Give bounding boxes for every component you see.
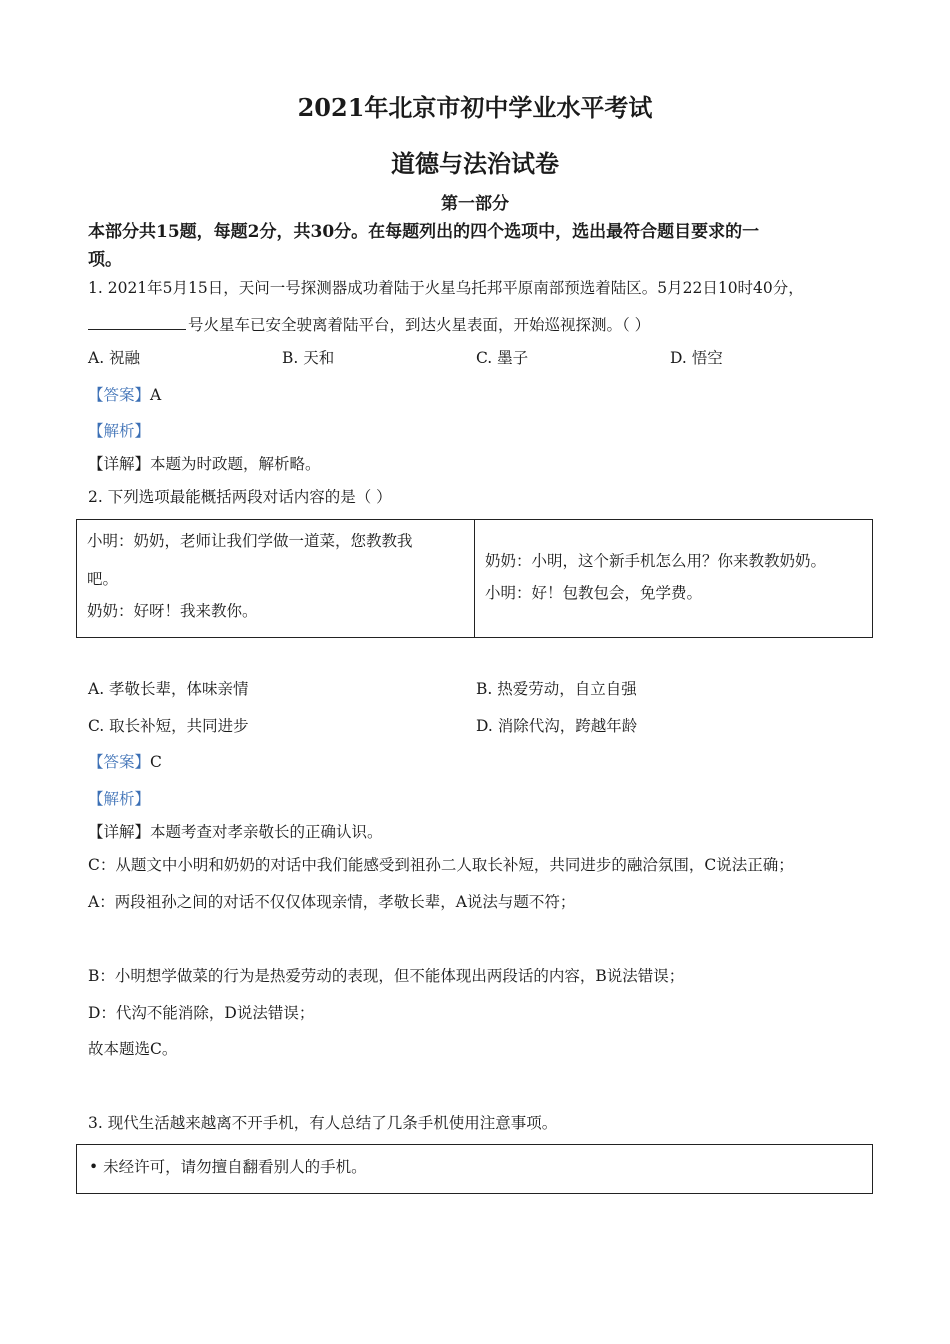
q2-option-c: C. 取长补短，共同进步 — [88, 717, 249, 735]
instruction-line-2: 项。 — [88, 250, 122, 270]
q2-stem: 2. 下列选项最能概括两段对话内容的是（ ） — [88, 488, 392, 506]
exam-subtitle: 道德与法治试卷 — [391, 149, 559, 178]
q1-stem-text: 号火星车已安全驶离着陆平台，到达火星表面，开始巡视探测。（ ） — [188, 316, 651, 334]
q1-detail: 【详解】本题为时政题，解析略。 — [88, 455, 321, 473]
q2-analysis-line-a: A：两段祖孙之间的对话不仅仅体现亲情，孝敬长辈，A说法与题不符； — [88, 893, 576, 911]
q2-option-d: D. 消除代沟，跨越年龄 — [476, 717, 638, 735]
q2-answer-tag: 【答案】 — [88, 753, 151, 771]
q2-analysis-line-c: C：从题文中小明和奶奶的对话中我们能感受到祖孙二人取长补短，共同进步的融洽氛围，C说法正确； — [88, 856, 794, 874]
q1-stem-line-2 — [88, 313, 650, 335]
q2-option-a: A. 孝敬长辈，体味亲情 — [88, 680, 249, 698]
q2-detail: 【详解】本题考查对孝亲敬长的正确认识。 — [88, 823, 383, 841]
part-heading: 第一部分 — [441, 194, 509, 214]
q1-answer — [88, 383, 161, 405]
q2-left-line-1: 小明：奶奶，老师让我们学做一道菜，您教教我 — [87, 532, 413, 550]
q3-notice-line: • 未经许可，请勿擅自翻看别人的手机。 — [89, 1158, 367, 1176]
q2-dialogue-table — [76, 519, 873, 638]
q2-left-line-2: 吧。 — [87, 570, 119, 588]
q3-notice-box — [76, 1144, 873, 1194]
q3-stem: 3. 现代生活越来越离不开手机，有人总结了几条手机使用注意事项。 — [88, 1114, 558, 1132]
q1-analysis-tag: 【解析】 — [88, 422, 151, 440]
q2-option-b: B. 热爱劳动，自立自强 — [476, 680, 637, 698]
q1-option-a: A. 祝融 — [88, 349, 141, 367]
q2-table-divider — [474, 520, 475, 637]
q2-conclusion: 故本题选C。 — [88, 1040, 178, 1058]
q2-answer — [88, 750, 162, 772]
q1-option-c: C. 墨子 — [476, 349, 529, 367]
q2-answer-value: C — [150, 753, 162, 771]
instruction-line-1: 本部分共15题，每题2分，共30分。在每题列出的四个选项中，选出最符合题目要求的一 — [88, 222, 760, 242]
q2-analysis-line-d: D：代沟不能消除，D说法错误； — [88, 1004, 315, 1022]
q1-option-b: B. 天和 — [282, 349, 335, 367]
q1-option-d: D. 悟空 — [670, 349, 723, 367]
q2-right-line-1: 奶奶：小明，这个新手机怎么用？你来教教奶奶。 — [485, 552, 827, 570]
q2-left-line-3: 奶奶：好呀！我来教你。 — [87, 602, 258, 620]
q2-analysis-line-b: B：小明想学做菜的行为是热爱劳动的表现，但不能体现出两段话的内容，B说法错误； — [88, 967, 685, 985]
exam-title: 2021年北京市初中学业水平考试 — [297, 93, 653, 122]
q1-stem-line-1: 1. 2021年5月15日，天问一号探测器成功着陆于火星乌托邦平原南部预选着陆区。5月22日10时40分， — [88, 279, 804, 297]
q1-blank — [88, 315, 186, 330]
q1-answer-tag: 【答案】 — [88, 386, 151, 404]
q1-answer-value: A — [150, 386, 162, 404]
q2-analysis-tag: 【解析】 — [88, 790, 151, 808]
q2-right-line-2: 小明：好！包教包会，免学费。 — [485, 584, 703, 602]
